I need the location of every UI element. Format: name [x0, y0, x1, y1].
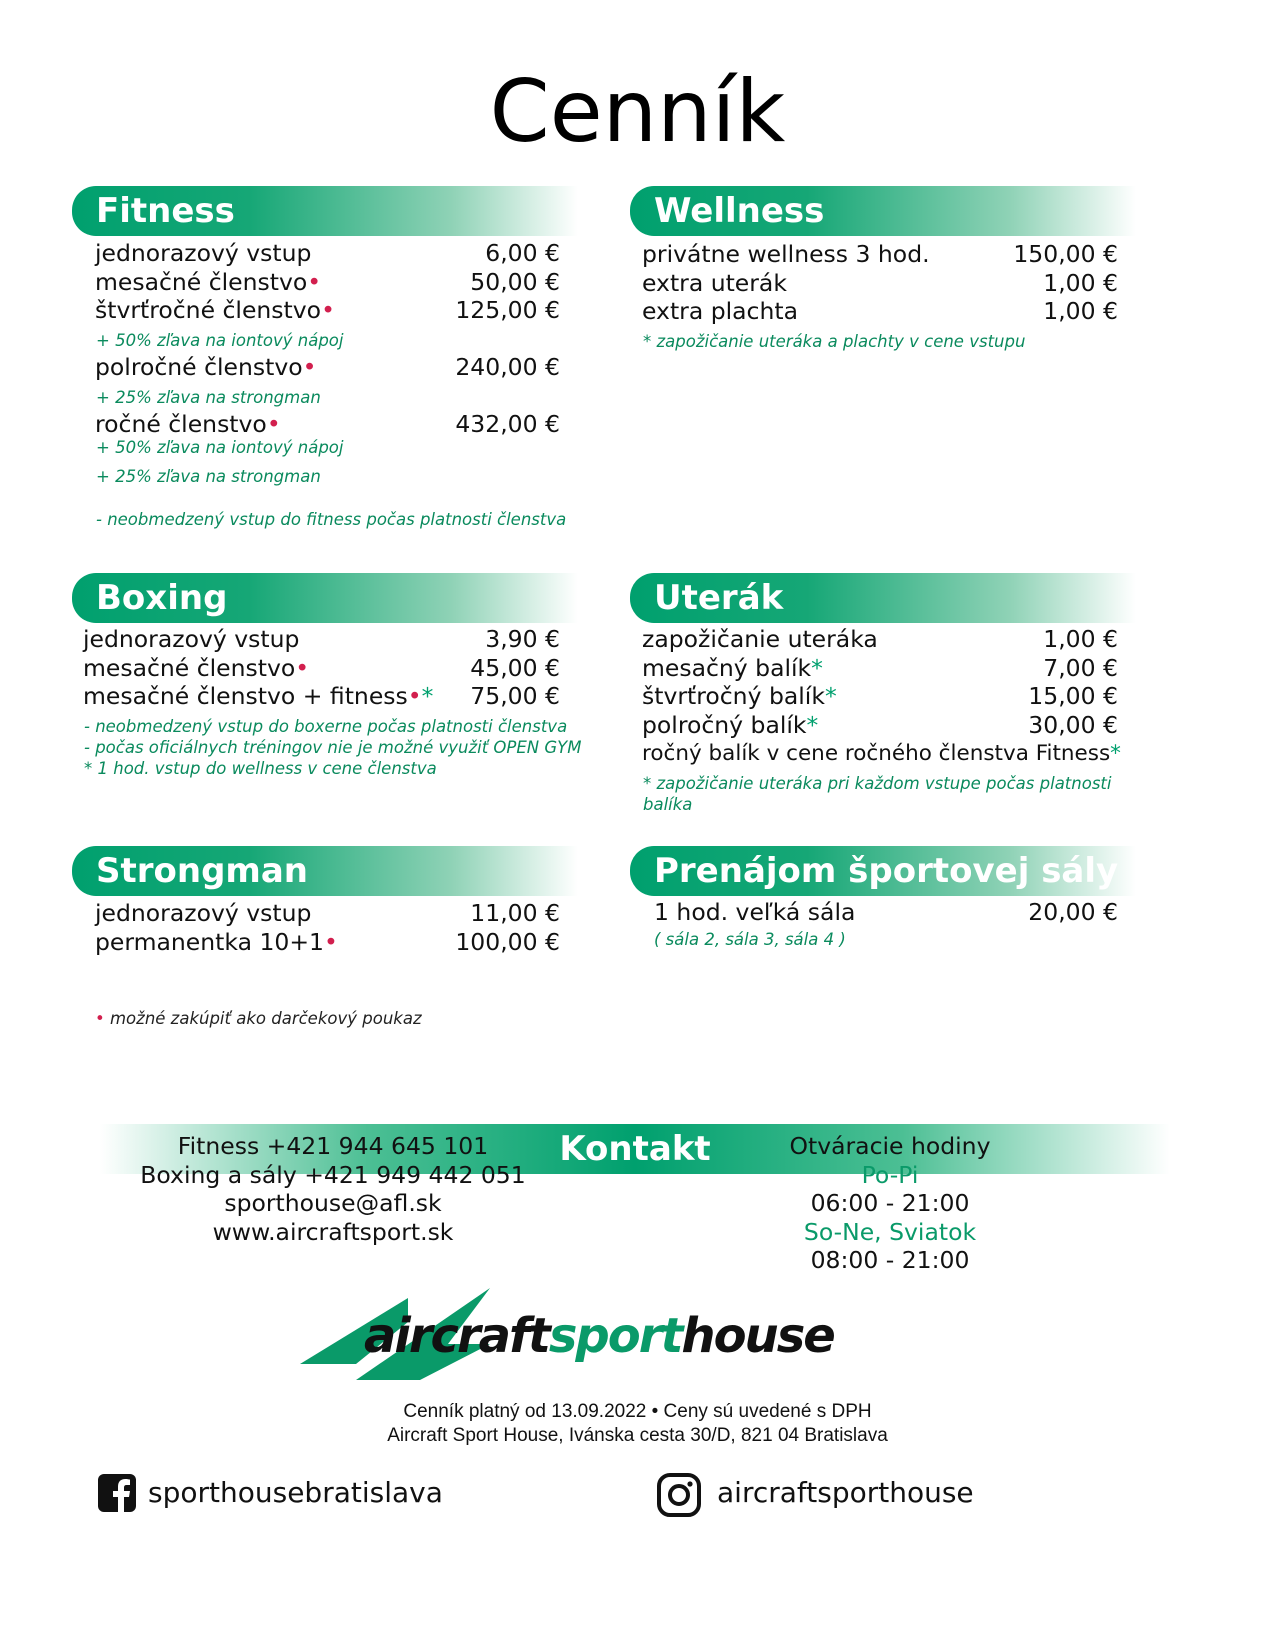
contact-website[interactable]: www.aircraftsport.sk: [212, 1218, 454, 1246]
fitness-row-price: 50,00 €: [470, 268, 560, 296]
hours-days: So-Ne, Sviatok: [803, 1218, 977, 1246]
wellness-row-price: 1,00 €: [1043, 297, 1118, 325]
gift-voucher-dot: •: [295, 654, 310, 682]
fitness-row-label: mesačné členstvo: [95, 268, 308, 296]
wellness-header: Wellness: [630, 186, 1136, 236]
logo-part-sport: sport: [548, 1308, 682, 1364]
footer-address: Aircraft Sport House, Ivánska cesta 30/D, 821 04 Bratislava: [387, 1425, 888, 1446]
logo-part-aircraft: aircraft: [364, 1308, 549, 1364]
boxing-row-label: mesačné členstvo + fitness: [83, 682, 408, 710]
asterisk-marker: *: [421, 682, 434, 710]
legend-text: možné zakúpiť ako darčekový poukaz: [109, 1009, 422, 1028]
fitness-row-price: 6,00 €: [485, 239, 560, 267]
asterisk-marker: *: [824, 682, 837, 710]
uterak-row-label: mesačný balík: [642, 654, 812, 682]
wellness-row-label: extra plachta: [642, 297, 798, 325]
fitness-header: Fitness: [72, 186, 578, 236]
boxing-row-price: 45,00 €: [470, 654, 560, 682]
gift-voucher-dot: •: [321, 296, 335, 324]
gift-voucher-dot: •: [266, 410, 281, 438]
fitness-row-label: polročné členstvo: [95, 353, 303, 381]
instagram-link[interactable]: aircraftsporthouse: [717, 1476, 974, 1509]
fitness-note: + 50% zľava na iontový nápoj: [96, 331, 344, 350]
boxing-note: * 1 hod. vstup do wellness v cene členstva: [84, 759, 437, 778]
strongman-row-price: 11,00 €: [470, 899, 560, 927]
hours-time: 06:00 - 21:00: [810, 1189, 970, 1217]
wellness-row-label: privátne wellness 3 hod.: [642, 240, 930, 268]
asterisk-marker: *: [1110, 741, 1121, 766]
fitness-row-price: 125,00 €: [455, 296, 560, 324]
hours-time: 08:00 - 21:00: [810, 1246, 970, 1274]
fitness-row-price: 240,00 €: [455, 353, 560, 381]
fitness-row-label: ročné členstvo: [95, 410, 267, 438]
uterak-header: Uterák: [630, 573, 1136, 623]
instagram-icon[interactable]: [656, 1472, 702, 1518]
prenajom-row-price: 20,00 €: [1028, 898, 1118, 926]
prenajom-note: ( sála 2, sála 3, sála 4 ): [654, 930, 846, 949]
strongman-header: Strongman: [72, 846, 578, 896]
page-title: Cenník: [489, 62, 786, 162]
uterak-note: balíka: [643, 795, 693, 814]
gift-voucher-dot: •: [307, 268, 322, 296]
wellness-row-label: extra uterák: [642, 269, 787, 297]
boxing-header: Boxing: [72, 573, 578, 623]
boxing-row-price: 3,90 €: [485, 625, 560, 653]
fitness-row-price: 432,00 €: [455, 410, 560, 438]
boxing-row-price: 75,00 €: [470, 682, 560, 710]
kontakt-header: Kontakt: [100, 1124, 1170, 1174]
uterak-row-price: 1,00 €: [1043, 625, 1118, 653]
strongman-row-label: jednorazový vstup: [95, 899, 312, 927]
gift-voucher-dot: •: [95, 1009, 105, 1028]
fitness-note: + 25% zľava na strongman: [96, 467, 321, 486]
hours-title: Otváracie hodiny: [789, 1132, 991, 1160]
facebook-icon[interactable]: [97, 1473, 137, 1513]
wellness-row-price: 1,00 €: [1043, 269, 1118, 297]
fitness-note: - neobmedzený vstup do fitness počas platnosti členstva: [96, 510, 567, 529]
asterisk-marker: *: [806, 711, 819, 739]
prenajom-header: Prenájom športovej sály: [630, 846, 1136, 896]
uterak-row-price: 7,00 €: [1043, 654, 1118, 682]
wellness-row-price: 150,00 €: [1013, 240, 1118, 268]
contact-phone: Fitness +421 944 645 101: [177, 1132, 489, 1160]
facebook-link[interactable]: sporthousebratislava: [148, 1476, 443, 1509]
hours-days: Po-Pi: [861, 1161, 919, 1189]
boxing-row-label: jednorazový vstup: [83, 625, 300, 653]
uterak-row-label: štvrťročný balík: [642, 682, 825, 710]
asterisk-marker: *: [811, 654, 823, 682]
uterak-row-label: polročný balík: [642, 711, 807, 739]
gift-voucher-dot: •: [324, 928, 338, 956]
logo-part-house: house: [681, 1308, 834, 1364]
strongman-row-price: 100,00 €: [455, 928, 560, 956]
uterak-note: * zapožičanie uteráka pri každom vstupe počas platnosti: [643, 774, 1112, 793]
fitness-note: + 50% zľava na iontový nápoj: [96, 438, 344, 457]
strongman-row-label: permanentka 10+1: [95, 928, 324, 956]
prenajom-row-label: 1 hod. veľká sála: [654, 898, 856, 926]
fitness-row-label: jednorazový vstup: [95, 239, 312, 267]
boxing-row-label: mesačné členstvo: [83, 654, 296, 682]
uterak-row-label: ročný balík v cene ročného členstva Fitness: [642, 741, 1111, 766]
uterak-row-price: 30,00 €: [1028, 711, 1118, 739]
wellness-note: * zapožičanie uteráka a plachty v cene vstupu: [643, 332, 1026, 351]
contact-email[interactable]: sporthouse@afl.sk: [224, 1189, 442, 1217]
uterak-row-price: 15,00 €: [1028, 682, 1118, 710]
boxing-note: - neobmedzený vstup do boxerne počas platnosti členstva: [84, 717, 568, 736]
gift-voucher-dot: •: [302, 353, 317, 381]
gift-voucher-dot: •: [407, 682, 422, 710]
legend: [95, 1008, 422, 1030]
contact-phone: Boxing a sály +421 949 442 051: [140, 1161, 526, 1189]
aircraft-sport-house-logo: [300, 1282, 920, 1392]
footer-validity: Cenník platný od 13.09.2022 • Ceny sú uvedené s DPH: [403, 1401, 872, 1422]
fitness-row-label: štvrťročné členstvo: [95, 296, 322, 324]
fitness-note: + 25% zľava na strongman: [96, 388, 321, 407]
uterak-row-label: zapožičanie uteráka: [642, 625, 878, 653]
boxing-note: - počas oficiálnych tréningov nie je možné využiť OPEN GYM: [84, 738, 582, 757]
